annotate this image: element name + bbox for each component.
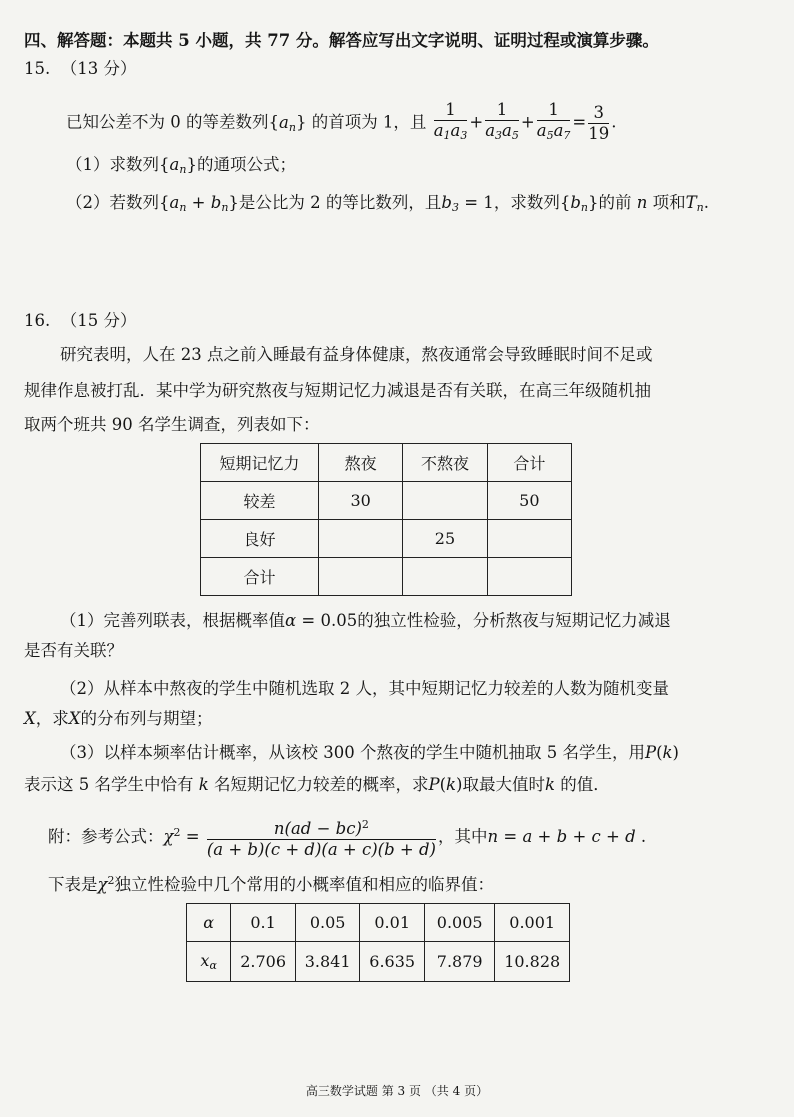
- table-cell: [403, 558, 487, 596]
- q16-number: 16.: [24, 311, 51, 330]
- table-row: [187, 904, 570, 942]
- fraction-result: $\frac{3}{19}$: [588, 102, 610, 143]
- q16-table-intro-b: 独立性检验中几个常用的小概率值和相应的临界值：: [114, 875, 494, 894]
- table-row: [201, 520, 572, 558]
- table-cell: [487, 520, 571, 558]
- fraction-1: $\frac{1}{a_1a_3}$: [433, 100, 468, 142]
- q16-table-intro: 下表是$\chi^2$独立性检验中几个常用的小概率值和相应的临界值：: [48, 874, 494, 894]
- q15-heading: [24, 58, 137, 80]
- table-cell: 6.635: [360, 942, 425, 982]
- q15-part1-tail: 的通项公式；: [196, 155, 296, 174]
- table-cell: 30: [318, 482, 402, 520]
- table-cell: 0.1: [231, 904, 296, 942]
- table-cell: [318, 558, 402, 596]
- q15-part2-end: 的前: [598, 193, 632, 212]
- q15-part1-label: （1）求数列: [66, 155, 159, 174]
- table-cell: 3.841: [295, 942, 360, 982]
- table-cell: 良好: [201, 520, 319, 558]
- x-label-text: x: [200, 951, 210, 970]
- q15-part2-mid: 是公比为 2 的等比数列，且: [238, 193, 442, 212]
- q15-stem-text: 已知公差不为 0 的等差数列: [66, 112, 269, 132]
- q15-part2-tail: ，求数列: [493, 193, 560, 212]
- table-cell: [318, 520, 402, 558]
- critical-value-table: [186, 903, 570, 982]
- q16-part1-line1: （1）完善列联表，根据概率值α = 0.05的独立性检验，分析熬夜与短期记忆力减退: [60, 611, 671, 630]
- q16-heading: [24, 310, 137, 332]
- q16-part2-line2b: ，求: [35, 709, 69, 728]
- q16-part2-line2: X，求X的分布列与期望；: [24, 709, 213, 728]
- q16-part1-line1b: 的独立性检验，分析熬夜与短期记忆力减退: [357, 611, 671, 630]
- table-cell: 10.828: [495, 942, 570, 982]
- q16-para-line2: 规律作息被打乱．某中学为研究熬夜与短期记忆力减退是否有关联，在高三年级随机抽: [24, 381, 651, 400]
- table-cell: 50: [487, 482, 571, 520]
- q15-stem: 已知公差不为 0 的等差数列$\{a_n\}$ 的首项为 1，且 $\frac{1}{a_1a_3}$ + $\frac{1}{a_3a_5}$ + $\frac{1}{a_5a_7}$ = $\frac{3}{19}$ .: [66, 100, 616, 150]
- table-header-cell: 合计: [487, 444, 571, 482]
- table-cell: 0.001: [495, 904, 570, 942]
- q16-para-line3: 取两个班共 90 名学生调查，列表如下：: [24, 415, 320, 434]
- q16-part1-line2: 是否有关联？: [24, 641, 123, 660]
- q16-table-intro-a: 下表是: [48, 875, 98, 894]
- q15-part2-label: （2）若数列: [66, 193, 159, 212]
- q15-stem-mid: 的首项为 1，且: [311, 112, 427, 132]
- table-cell: 25: [403, 520, 487, 558]
- q15-number: 15.: [24, 59, 51, 78]
- q16-part3-line1-text: （3）以样本频率估计概率，从该校 300 个熬夜的学生中随机抽取 5 名学生，用: [60, 743, 645, 762]
- x-label-cell: $x_\alpha$: [187, 942, 231, 982]
- q16-part2-line2c: 的分布列与期望；: [80, 709, 213, 728]
- fraction-2: $\frac{1}{a_3a_5}$: [485, 100, 519, 142]
- q16-appendix-label: 附：参考公式：: [48, 827, 164, 846]
- q15-points: （13 分）: [60, 59, 137, 78]
- fraction-3: $\frac{1}{a_5a_7}$: [536, 100, 571, 142]
- q16-part3-line2b: 名短期记忆力较差的概率，求: [214, 775, 429, 794]
- q16-para-line1: 研究表明，人在 23 点之前入睡最有益身体健康，熬夜通常会导致睡眠时间不足或: [60, 345, 653, 364]
- q15-part2-end2: 项和: [652, 193, 686, 212]
- table-cell: 0.005: [424, 904, 494, 942]
- table-cell: [487, 558, 571, 596]
- section-header: 四、解答题：本题共 5 小题，共 77 分。解答应写出文字说明、证明过程或演算步骤。: [24, 31, 659, 50]
- table-header-cell: 不熬夜: [403, 444, 487, 482]
- table-cell: 0.01: [360, 904, 425, 942]
- table-cell: [403, 482, 487, 520]
- q16-part3-line2d: 的值．: [560, 775, 610, 794]
- table-cell: 合计: [201, 558, 319, 596]
- q16-points: （15 分）: [60, 311, 137, 330]
- table-cell: 较差: [201, 482, 319, 520]
- table-row: [201, 558, 572, 596]
- table-header-cell: 熬夜: [318, 444, 402, 482]
- page-footer: 高三数学试题 第 3 页 （共 4 页）: [305, 1084, 489, 1098]
- table-header-cell: 短期记忆力: [201, 444, 319, 482]
- table-cell: 2.706: [231, 942, 296, 982]
- q16-part3-line2: 表示这 5 名学生中恰有 k 名短期记忆力较差的概率，求P(k)取最大值时k 的值．: [24, 775, 610, 794]
- table-cell: 7.879: [424, 942, 494, 982]
- q16-part2-line1: （2）从样本中熬夜的学生中随机选取 2 人，其中短期记忆力较差的人数为随机变量: [60, 679, 669, 698]
- q16-appendix-where: ，其中: [438, 827, 488, 846]
- q15-part2: （2）若数列$\{a_n + b_n\}$是公比为 2 的等比数列，且$b_3 = 1$，求数列$\{b_n\}$的前 n 项和$T_n$.: [66, 193, 709, 214]
- chi-square-formula: $\frac{n(ad - bc)^2}{(a + b)(c + d)(a + c)(b + d)}$: [207, 815, 436, 860]
- q16-part3-line1: （3）以样本频率估计概率，从该校 300 个熬夜的学生中随机抽取 5 名学生，用P(k): [60, 743, 679, 762]
- table-cell: 0.05: [295, 904, 360, 942]
- q16-part1-line1a: （1）完善列联表，根据概率值: [60, 611, 285, 630]
- table-row: [187, 942, 570, 982]
- table-row: [201, 482, 572, 520]
- q15-part1: （1）求数列$\{a_n\}$的通项公式；: [66, 155, 296, 176]
- q16-part3-line2c: 取最大值时: [462, 775, 545, 794]
- q16-appendix: 附：参考公式：$\chi^2$ = $\frac{n(ad - bc)^2}{(a + b)(c + d)(a + c)(b + d)}$ ，其中n = a + b + c + d .: [48, 810, 646, 860]
- contingency-table: [200, 443, 572, 596]
- q16-part3-line2a: 表示这 5 名学生中恰有: [24, 775, 194, 794]
- alpha-label-cell: α: [187, 904, 231, 942]
